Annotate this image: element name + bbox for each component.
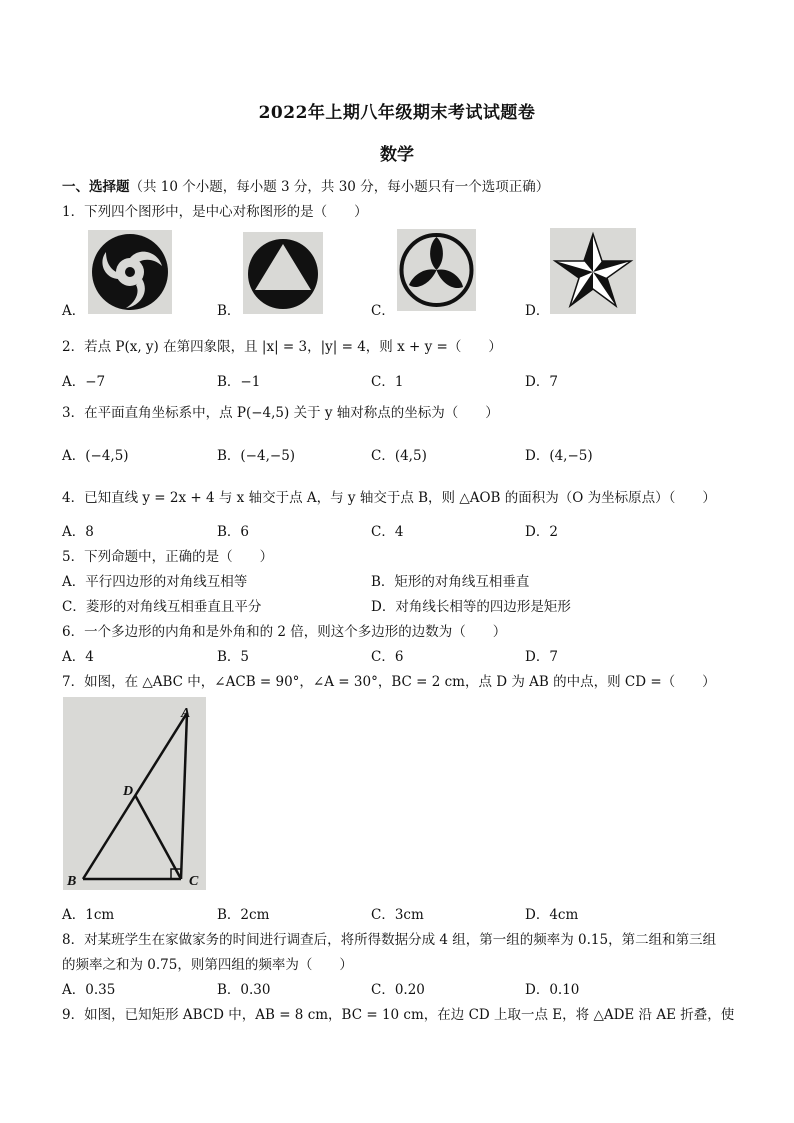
q4-option-b: B．6 <box>217 524 250 540</box>
q4-option-c: C．4 <box>371 524 404 540</box>
q8-option-c: C．0.20 <box>371 982 425 998</box>
figure-1b <box>243 232 323 314</box>
question-9-stem: 9．如图，已知矩形 ABCD 中，AB = 8 cm，BC = 10 cm，在边 CD 上取一点 E，将 △ADE 沿 AE 折叠，使 <box>62 1007 735 1023</box>
three-comma-circle-icon <box>88 230 172 314</box>
q4-option-d: D．2 <box>525 524 558 540</box>
q7-option-c: C．3cm <box>371 907 424 923</box>
q8-option-a: A．0.35 <box>62 982 116 998</box>
q5-option-b: B．矩形的对角线互相垂直 <box>371 574 530 590</box>
q2-option-c: C．1 <box>371 374 404 390</box>
q2-option-a: A．−7 <box>62 374 106 390</box>
q2-option-b: B．−1 <box>217 374 261 390</box>
figure-1d <box>550 228 636 314</box>
q7-option-b: B．2cm <box>217 907 270 923</box>
figure-1a <box>88 230 172 314</box>
q4-option-a: A．8 <box>62 524 94 540</box>
q3-option-a: A．(−4,5) <box>62 448 129 464</box>
three-leaf-circle-icon <box>397 229 476 311</box>
q3-option-c: C．(4,5) <box>371 448 427 464</box>
section-heading: 一、选择题 <box>62 179 130 195</box>
vertex-label-b: B <box>67 874 77 889</box>
q6-option-d: D．7 <box>525 649 558 665</box>
q6-option-c: C．6 <box>371 649 404 665</box>
q1-option-b: B． <box>217 303 241 319</box>
question-8-stem: 8．对某班学生在家做家务的时间进行调查后，将所得数据分成 4 组，第一组的频率为 0.15，第二组和第三组 <box>62 932 717 948</box>
five-point-star-icon <box>550 228 636 314</box>
q3-option-d: D．(4,−5) <box>525 448 593 464</box>
vertex-label-a: A <box>181 706 191 721</box>
q2-option-d: D．7 <box>525 374 558 390</box>
q7-option-a: A．1cm <box>62 907 115 923</box>
q1-option-d: D． <box>525 303 550 319</box>
q5-option-c: C．菱形的对角线互相垂直且平分 <box>62 599 262 615</box>
q6-option-b: B．5 <box>217 649 250 665</box>
q5-option-d: D．对角线长相等的四边形是矩形 <box>371 599 571 615</box>
q7-option-d: D．4cm <box>525 907 579 923</box>
triangle-in-circle-icon <box>243 232 323 314</box>
q8-option-d: D．0.10 <box>525 982 580 998</box>
q8-option-b: B．0.30 <box>217 982 271 998</box>
figure-1c <box>397 229 476 311</box>
subject-title: 数学 <box>380 145 414 165</box>
q1-option-c: C． <box>371 303 395 319</box>
vertex-label-c: C <box>189 874 199 889</box>
figure-7-triangle <box>63 697 206 890</box>
question-1-stem: 1．下列四个图形中，是中心对称图形的是（ ） <box>62 204 368 220</box>
question-8-stem-cont: 的频率之和为 0.75，则第四组的频率为（ ） <box>62 957 353 973</box>
question-7-stem: 7．如图，在 △ABC 中，∠ACB = 90°，∠A = 30°，BC = 2 cm，点 D 为 AB 的中点，则 CD =（ ） <box>62 674 716 690</box>
q3-option-b: B．(−4,−5) <box>217 448 296 464</box>
section-note: （共 10 个小题，每小题 3 分，共 30 分，每小题只有一个选项正确） <box>129 179 550 195</box>
question-6-stem: 6．一个多边形的内角和是外角和的 2 倍，则这个多边形的边数为（ ） <box>62 624 507 640</box>
page-title: 2022年上期八年级期末考试试题卷 <box>258 103 536 123</box>
q6-option-a: A．4 <box>62 649 94 665</box>
question-4-stem: 4．已知直线 y = 2x + 4 与 x 轴交于点 A，与 y 轴交于点 B，则 △AOB 的面积为（O 为坐标原点）（ ） <box>62 490 716 506</box>
question-3-stem: 3．在平面直角坐标系中，点 P(−4,5) 关于 y 轴对称点的坐标为（ ） <box>62 405 499 421</box>
section-header <box>62 175 549 195</box>
q5-option-a: A．平行四边形的对角线互相等 <box>62 574 248 590</box>
vertex-label-d: D <box>123 784 134 799</box>
question-5-stem: 5．下列命题中，正确的是（ ） <box>62 549 274 565</box>
q1-option-a: A． <box>62 303 86 319</box>
question-2-stem: 2．若点 P(x, y) 在第四象限，且 |x| = 3，|y| = 4，则 x + y =（ ） <box>62 339 502 355</box>
